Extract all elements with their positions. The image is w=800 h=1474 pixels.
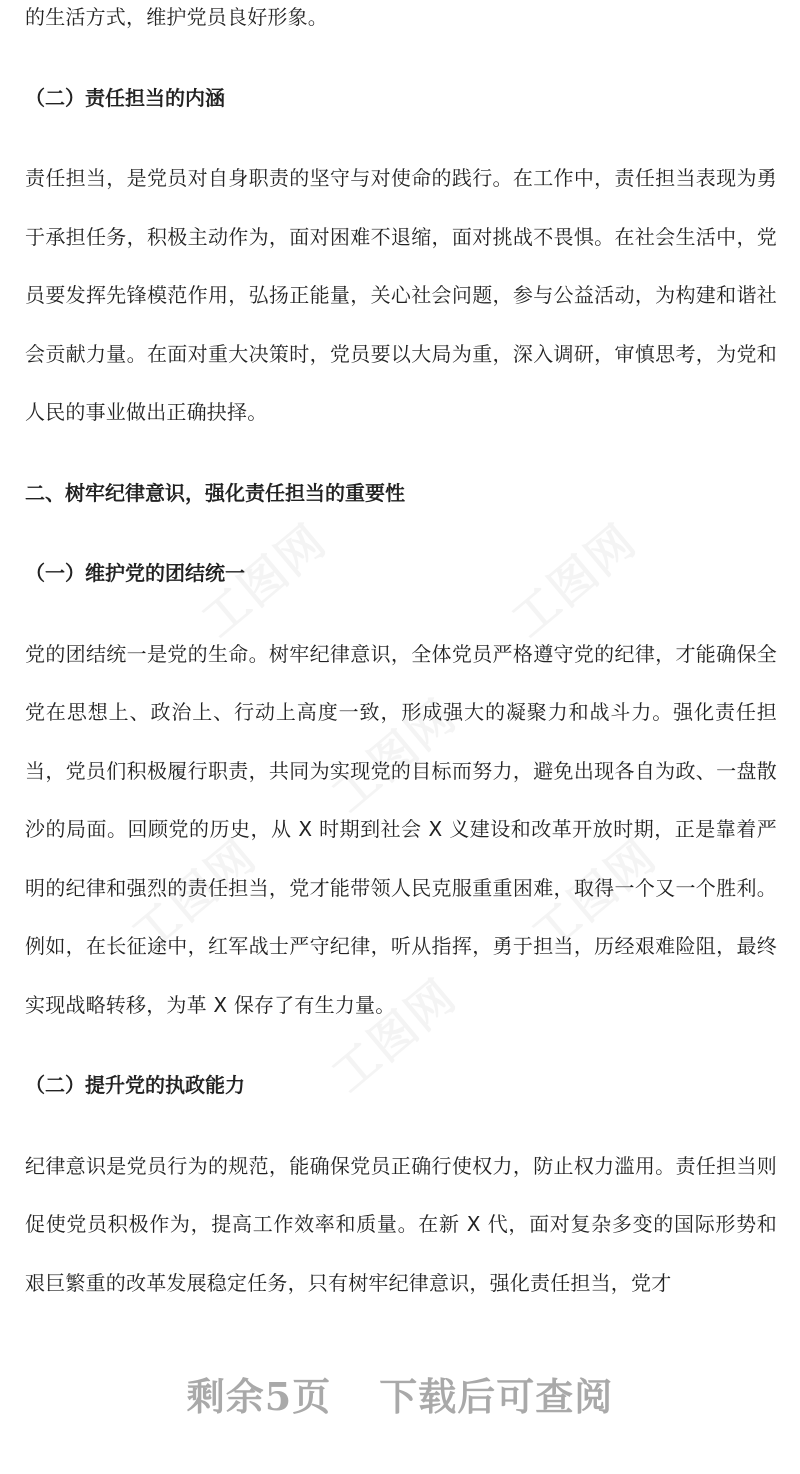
section-heading: （一）维护党的团结统一 (25, 561, 245, 585)
paragraph: 责任担当，是党员对自身职责的坚守与对使命的践行。在工作中，责任担当表现为勇于承担任务，积极主动作为，面对困难不退缩，面对挑战不畏惧。在社会生活中，党员要发挥先锋模范作用，弘扬正能量，关心社会问题，参与公益活动，为构建和谐社会贡献力量。在面对重大决策时，党员要以大局为重，深入调研，审慎思考，为党和人民的事业做出正确抉择。 (25, 166, 777, 424)
paragraph: 党的团结统一是党的生命。树牢纪律意识，全体党员严格遵守党的纪律，才能确保全党在思想上、政治上、行动上高度一致，形成强大的凝聚力和战斗力。强化责任担当，党员们积极履行职责，共同为实现党的目标而努力，避免出现各自为政、一盘散沙的局面。回顾党的历史，从 X 时期到社会 X 义建设和改革开放时期，正是靠着严明的纪律和强烈的责任担当，党才能带领人民克服重重困难，取得一个又一个胜利。例如，在长征途中，红军战士严守纪律，听从指挥，勇于担当，历经艰难险阻，最终实现战略转移，为革 X 保存了有生力量。 (25, 641, 777, 1017)
section-heading: （二）责任担当的内涵 (25, 85, 225, 110)
remaining-pages-label: 剩余5页 (186, 1374, 332, 1419)
download-prompt[interactable] (0, 1366, 800, 1421)
document-body (25, 0, 777, 1312)
paragraph: 纪律意识是党员行为的规范，能确保党员正确行使权力，防止权力滥用。责任担当则促使党员积极作为，提高工作效率和质量。在新 X 代，面对复杂多变的国际形势和艰巨繁重的改革发展稳定任务，只有树牢纪律意识，强化责任担当，党才 (25, 1153, 777, 1295)
paragraph: 的生活方式，维护党员良好形象。 (25, 5, 328, 29)
download-to-view-label[interactable]: 下载后可查阅 (379, 1374, 614, 1419)
section-heading: （二）提升党的执政能力 (25, 1073, 245, 1097)
section-heading: 二、树牢纪律意识，强化责任担当的重要性 (25, 480, 405, 505)
